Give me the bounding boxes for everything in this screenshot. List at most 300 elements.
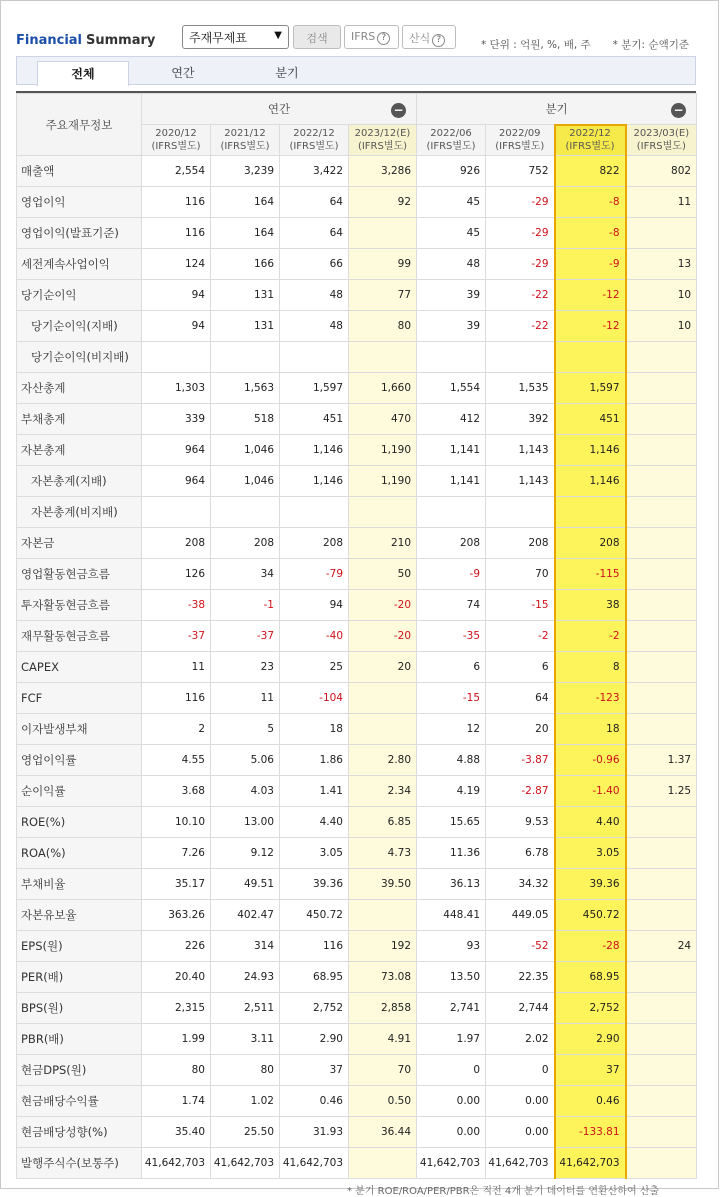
table-cell: 2.02	[486, 1024, 555, 1055]
table-cell: 38	[555, 590, 626, 621]
table-cell	[142, 497, 211, 528]
period-date: 2023/12(E)	[354, 128, 411, 139]
table-cell: 11	[626, 187, 697, 218]
table-cell: 131	[211, 280, 280, 311]
table-cell: 392	[486, 404, 555, 435]
table-row	[17, 900, 697, 931]
table-cell: 64	[280, 187, 349, 218]
table-cell: 0.50	[349, 1086, 417, 1117]
table-cell: 208	[417, 528, 486, 559]
row-label: 자본총계	[17, 435, 142, 466]
ifrs-label: IFRS	[351, 30, 376, 43]
row-label: 당기순이익(비지배)	[17, 342, 142, 373]
table-cell: 1,660	[349, 373, 417, 404]
table-cell: 449.05	[486, 900, 555, 931]
row-label: 세전계속사업이익	[17, 249, 142, 280]
table-cell	[626, 1148, 697, 1179]
period-header	[211, 125, 280, 156]
row-label: 매출액	[17, 156, 142, 187]
period-header	[417, 125, 486, 156]
table-cell: -12	[555, 280, 626, 311]
table-cell: -38	[142, 590, 211, 621]
table-cell: -29	[486, 249, 555, 280]
table-cell: 20.40	[142, 962, 211, 993]
question-icon: ?	[377, 32, 390, 45]
table-cell: 41,642,703	[211, 1148, 280, 1179]
table-row	[17, 776, 697, 807]
table-cell: -8	[555, 218, 626, 249]
table-cell	[349, 218, 417, 249]
collapse-quarter-icon[interactable]: −	[671, 103, 686, 118]
table-cell: 41,642,703	[142, 1148, 211, 1179]
table-cell	[626, 621, 697, 652]
table-cell	[626, 1055, 697, 1086]
table-cell: 208	[555, 528, 626, 559]
table-cell: 131	[211, 311, 280, 342]
table-cell: 226	[142, 931, 211, 962]
table-cell: 1,190	[349, 435, 417, 466]
table-cell: 39.50	[349, 869, 417, 900]
table-cell: 20	[349, 652, 417, 683]
table-cell: 6	[417, 652, 486, 683]
table-cell	[626, 559, 697, 590]
table-cell: 2,752	[280, 993, 349, 1024]
table-row	[17, 528, 697, 559]
table-cell: 64	[486, 683, 555, 714]
tab-quarterly[interactable]: 분기	[275, 66, 299, 80]
table-cell: 80	[349, 311, 417, 342]
table-cell: 1.37	[626, 745, 697, 776]
table-cell: 412	[417, 404, 486, 435]
table-cell: 1,563	[211, 373, 280, 404]
table-cell: 93	[417, 931, 486, 962]
table-cell: 3.05	[555, 838, 626, 869]
table-cell: 339	[142, 404, 211, 435]
row-label: ROE(%)	[17, 807, 142, 838]
table-cell	[486, 497, 555, 528]
table-row	[17, 342, 697, 373]
report-type-select[interactable]	[182, 25, 289, 49]
period-header	[280, 125, 349, 156]
table-cell: -35	[417, 621, 486, 652]
table-cell: 50	[349, 559, 417, 590]
table-cell	[626, 466, 697, 497]
table-cell: 1,303	[142, 373, 211, 404]
table-cell: 802	[626, 156, 697, 187]
table-cell: 31.93	[280, 1117, 349, 1148]
table-row	[17, 187, 697, 218]
table-cell	[555, 342, 626, 373]
table-cell: 448.41	[417, 900, 486, 931]
row-label: 영업활동현금흐름	[17, 559, 142, 590]
period-basis: (IFRS별도)	[357, 141, 408, 152]
table-row	[17, 156, 697, 187]
table-cell: 22.35	[486, 962, 555, 993]
quarter-note: * 분기: 순액기준	[612, 39, 689, 51]
table-cell: 363.26	[142, 900, 211, 931]
table-cell: 2,315	[142, 993, 211, 1024]
table-cell: 36.44	[349, 1117, 417, 1148]
row-label: 영업이익률	[17, 745, 142, 776]
table-cell: 2,511	[211, 993, 280, 1024]
row-label: CAPEX	[17, 652, 142, 683]
table-cell: -123	[555, 683, 626, 714]
table-cell	[349, 900, 417, 931]
table-cell: 41,642,703	[486, 1148, 555, 1179]
period-header	[142, 125, 211, 156]
table-cell: 2,752	[555, 993, 626, 1024]
table-cell: 37	[280, 1055, 349, 1086]
table-cell: 10.10	[142, 807, 211, 838]
table-cell	[349, 497, 417, 528]
table-cell: 192	[349, 931, 417, 962]
table-cell: -1.40	[555, 776, 626, 807]
table-cell: 4.40	[280, 807, 349, 838]
table-cell: 11	[211, 683, 280, 714]
table-cell: -37	[142, 621, 211, 652]
table-cell	[626, 373, 697, 404]
table-cell: 0.00	[417, 1086, 486, 1117]
table-cell: 1.74	[142, 1086, 211, 1117]
table-row	[17, 1148, 697, 1179]
search-button[interactable]: 검색	[293, 25, 341, 49]
row-label: EPS(원)	[17, 931, 142, 962]
row-label: 자본총계(지배)	[17, 466, 142, 497]
table-cell: 1,141	[417, 466, 486, 497]
table-cell: 49.51	[211, 869, 280, 900]
table-cell: 451	[280, 404, 349, 435]
table-row	[17, 497, 697, 528]
table-cell: 25	[280, 652, 349, 683]
table-cell	[626, 652, 697, 683]
table-cell	[280, 342, 349, 373]
row-label: PBR(배)	[17, 1024, 142, 1055]
table-cell: 73.08	[349, 962, 417, 993]
table-cell: 20	[486, 714, 555, 745]
table-cell: 0.00	[417, 1117, 486, 1148]
table-cell	[626, 993, 697, 1024]
table-row	[17, 249, 697, 280]
table-cell	[626, 1024, 697, 1055]
table-row	[17, 1055, 697, 1086]
table-cell: 4.88	[417, 745, 486, 776]
table-cell: -29	[486, 218, 555, 249]
question-icon: ?	[432, 34, 445, 47]
table-cell: 2,554	[142, 156, 211, 187]
table-row	[17, 1117, 697, 1148]
period-header	[626, 125, 697, 156]
period-header	[349, 125, 417, 156]
table-cell: 470	[349, 404, 417, 435]
table-cell: 3.05	[280, 838, 349, 869]
table-cell: -12	[555, 311, 626, 342]
table-cell	[626, 528, 697, 559]
table-cell: 2.34	[349, 776, 417, 807]
table-cell	[486, 342, 555, 373]
table-cell: 3,239	[211, 156, 280, 187]
table-cell: -28	[555, 931, 626, 962]
table-cell: 92	[349, 187, 417, 218]
table-row	[17, 745, 697, 776]
period-header	[486, 125, 555, 156]
table-cell: 0.00	[486, 1086, 555, 1117]
toolbar	[1, 23, 720, 53]
table-cell: 23	[211, 652, 280, 683]
table-cell: 10	[626, 311, 697, 342]
table-cell	[626, 435, 697, 466]
period-date: 2022/12	[293, 128, 335, 139]
table-cell: 94	[142, 280, 211, 311]
table-cell: 2.90	[280, 1024, 349, 1055]
table-cell: 48	[280, 280, 349, 311]
table-cell	[349, 342, 417, 373]
title-summary: Summary	[86, 33, 156, 48]
table-cell: 4.55	[142, 745, 211, 776]
table-cell: -133.81	[555, 1117, 626, 1148]
table-cell: 1.02	[211, 1086, 280, 1117]
period-tabs	[16, 56, 696, 85]
period-date: 2021/12	[224, 128, 266, 139]
period-date: 2023/03(E)	[633, 128, 690, 139]
table-cell: 752	[486, 156, 555, 187]
table-cell: 1,535	[486, 373, 555, 404]
table-cell: 0.00	[486, 1117, 555, 1148]
table-cell: -104	[280, 683, 349, 714]
table-cell: -115	[555, 559, 626, 590]
table-cell: 39.36	[280, 869, 349, 900]
group-annual-header	[142, 94, 417, 125]
period-basis: (IFRS별도)	[151, 141, 201, 152]
table-cell: 2.80	[349, 745, 417, 776]
table-cell	[626, 869, 697, 900]
table-cell: 41,642,703	[555, 1148, 626, 1179]
table-cell: 116	[142, 683, 211, 714]
table-cell: 9.12	[211, 838, 280, 869]
table-cell: 1,143	[486, 466, 555, 497]
table-cell: -29	[486, 187, 555, 218]
table-cell: 13	[626, 249, 697, 280]
table-cell: 34	[211, 559, 280, 590]
table-cell: 1,554	[417, 373, 486, 404]
table-cell: 5	[211, 714, 280, 745]
footnote: * 분기 ROE/ROA/PER/PBR은 직전 4개 분기 데이터를 연환산하여 산출	[347, 1186, 660, 1197]
table-cell: 12	[417, 714, 486, 745]
tab-annual[interactable]: 연간	[171, 66, 195, 80]
table-cell	[211, 342, 280, 373]
table-cell: 1.86	[280, 745, 349, 776]
table-cell	[626, 683, 697, 714]
table-cell: 1,146	[280, 435, 349, 466]
table-cell: 1,146	[555, 466, 626, 497]
table-cell: 77	[349, 280, 417, 311]
row-label: FCF	[17, 683, 142, 714]
table-cell	[626, 497, 697, 528]
table-cell: 8	[555, 652, 626, 683]
period-header	[555, 125, 626, 156]
table-cell: 1,046	[211, 466, 280, 497]
table-cell: 48	[417, 249, 486, 280]
table-cell: 4.03	[211, 776, 280, 807]
table-row	[17, 962, 697, 993]
table-cell: 25.50	[211, 1117, 280, 1148]
table-cell: -2	[486, 621, 555, 652]
table-cell: -9	[555, 249, 626, 280]
table-cell: 70	[486, 559, 555, 590]
table-cell	[211, 497, 280, 528]
table-cell: -8	[555, 187, 626, 218]
period-date: 2022/09	[499, 128, 541, 139]
table-cell	[626, 1086, 697, 1117]
table-cell: -79	[280, 559, 349, 590]
table-cell: 1.25	[626, 776, 697, 807]
table-cell: 116	[142, 218, 211, 249]
period-basis: (IFRS별도)	[636, 141, 686, 152]
group-quarter-label: 분기	[545, 101, 568, 116]
period-basis: (IFRS별도)	[289, 141, 339, 152]
table-cell: 450.72	[280, 900, 349, 931]
table-cell: 39	[417, 311, 486, 342]
table-cell: 0.46	[280, 1086, 349, 1117]
table-cell: -2.87	[486, 776, 555, 807]
table-cell: 4.73	[349, 838, 417, 869]
table-cell: 1,597	[280, 373, 349, 404]
table-row	[17, 559, 697, 590]
period-date: 2020/12	[155, 128, 197, 139]
collapse-annual-icon[interactable]: −	[391, 103, 406, 118]
ifrs-help-button[interactable]	[344, 25, 399, 49]
table-cell	[626, 900, 697, 931]
row-label: 발행주식수(보통주)	[17, 1148, 142, 1179]
table-cell: 66	[280, 249, 349, 280]
formula-help-button[interactable]	[402, 25, 456, 49]
period-basis: (IFRS별도)	[426, 141, 476, 152]
row-label: 부채비율	[17, 869, 142, 900]
table-cell: -3.87	[486, 745, 555, 776]
table-cell: 1.41	[280, 776, 349, 807]
row-label: 순이익률	[17, 776, 142, 807]
table-cell: 48	[280, 311, 349, 342]
table-cell: 964	[142, 435, 211, 466]
table-cell: 926	[417, 156, 486, 187]
table-cell: 5.06	[211, 745, 280, 776]
table-cell: 39.36	[555, 869, 626, 900]
row-label: 당기순이익	[17, 280, 142, 311]
table-cell	[555, 497, 626, 528]
table-cell: 37	[555, 1055, 626, 1086]
row-label: 영업이익	[17, 187, 142, 218]
table-cell: 36.13	[417, 869, 486, 900]
table-cell: 18	[555, 714, 626, 745]
table-cell: 3.68	[142, 776, 211, 807]
table-cell: 18	[280, 714, 349, 745]
table-cell: 2,741	[417, 993, 486, 1024]
table-row	[17, 652, 697, 683]
formula-label: 산식	[409, 32, 431, 45]
table-cell	[626, 838, 697, 869]
unit-notes	[481, 37, 689, 52]
table-cell: 13.50	[417, 962, 486, 993]
table-cell: 451	[555, 404, 626, 435]
table-row	[17, 931, 697, 962]
table-cell: -22	[486, 280, 555, 311]
table-cell: 9.53	[486, 807, 555, 838]
table-cell: 0	[417, 1055, 486, 1086]
table-cell: 3,422	[280, 156, 349, 187]
row-label: 자산총계	[17, 373, 142, 404]
table-cell: 116	[280, 931, 349, 962]
row-label: BPS(원)	[17, 993, 142, 1024]
table-cell: -40	[280, 621, 349, 652]
period-date: 2022/06	[430, 128, 472, 139]
table-cell: 39	[417, 280, 486, 311]
tab-all[interactable]: 전체	[37, 61, 129, 86]
period-basis: (IFRS별도)	[220, 141, 270, 152]
table-cell: 3,286	[349, 156, 417, 187]
group-annual-label: 연간	[267, 102, 291, 116]
table-cell: -9	[417, 559, 486, 590]
table-row	[17, 993, 697, 1024]
table-row	[17, 683, 697, 714]
table-cell: 124	[142, 249, 211, 280]
table-cell: 208	[211, 528, 280, 559]
table-row	[17, 404, 697, 435]
page-title	[16, 33, 155, 48]
report-type-value: 주재무제표	[189, 31, 247, 45]
row-label: 자본유보율	[17, 900, 142, 931]
table-cell: 164	[211, 218, 280, 249]
table-cell: 1.97	[417, 1024, 486, 1055]
table-cell	[626, 714, 697, 745]
table-cell	[626, 962, 697, 993]
row-label: 현금배당수익률	[17, 1086, 142, 1117]
table-cell: 24	[626, 931, 697, 962]
table-cell: -15	[417, 683, 486, 714]
table-cell: 964	[142, 466, 211, 497]
table-row	[17, 466, 697, 497]
table-cell: 80	[211, 1055, 280, 1086]
table-cell: 1.99	[142, 1024, 211, 1055]
table-cell: 1,146	[280, 466, 349, 497]
table-row	[17, 807, 697, 838]
table-cell: 4.19	[417, 776, 486, 807]
table-cell: -2	[555, 621, 626, 652]
table-cell: 70	[349, 1055, 417, 1086]
table-cell: 11.36	[417, 838, 486, 869]
table-row	[17, 714, 697, 745]
row-label: PER(배)	[17, 962, 142, 993]
table-row	[17, 311, 697, 342]
table-row	[17, 435, 697, 466]
table-cell: 34.32	[486, 869, 555, 900]
table-cell: -1	[211, 590, 280, 621]
row-label: 투자활동현금흐름	[17, 590, 142, 621]
table-cell: 2,744	[486, 993, 555, 1024]
table-cell: 35.40	[142, 1117, 211, 1148]
title-financial: Financial	[16, 33, 83, 48]
table-cell: 208	[280, 528, 349, 559]
table-cell: 4.91	[349, 1024, 417, 1055]
table-cell	[626, 218, 697, 249]
table-cell: 94	[142, 311, 211, 342]
table-cell: 6.85	[349, 807, 417, 838]
table-cell	[349, 1148, 417, 1179]
row-label: 현금DPS(원)	[17, 1055, 142, 1086]
table-cell: 64	[280, 218, 349, 249]
table-cell: -37	[211, 621, 280, 652]
table-cell: -52	[486, 931, 555, 962]
period-basis: (IFRS별도)	[565, 141, 615, 153]
financial-table	[16, 93, 697, 1179]
